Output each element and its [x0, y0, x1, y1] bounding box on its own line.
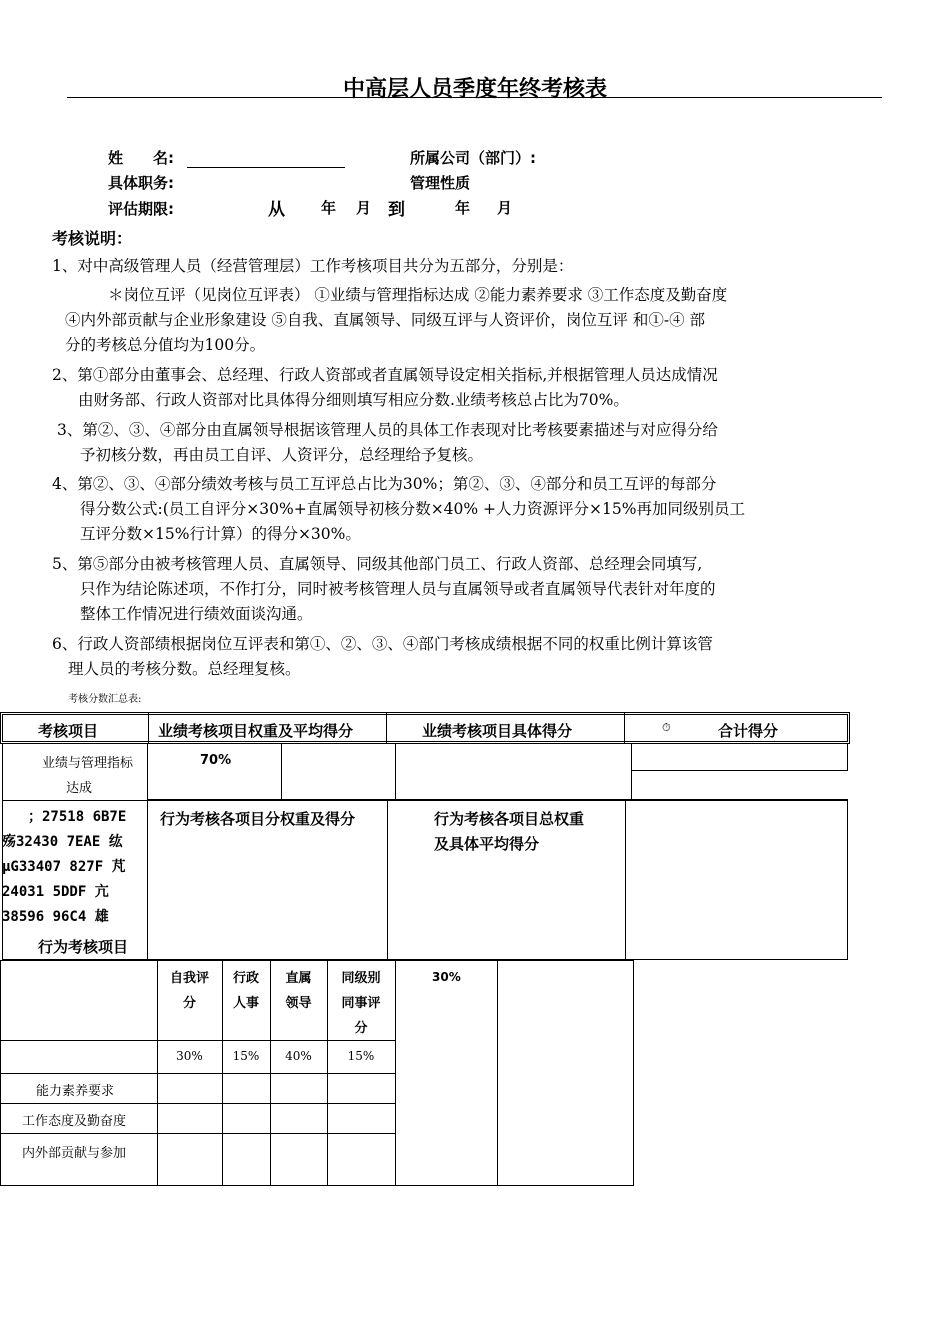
clock-icon: ⏱: [662, 721, 671, 734]
header-divider: [386, 712, 387, 744]
col-admin-line-2: 人事: [232, 996, 259, 1011]
col-self-score: [157, 966, 222, 1016]
col-leader-line-1: 直属: [285, 971, 312, 986]
row-contribution: 内外部贡献与参加: [22, 1146, 127, 1161]
performance-detail-cell[interactable]: [396, 744, 632, 800]
instruction-4-line-1: 4、第②、③、④部分绩效考核与员工互评总占比为30%；第②、③、④部分和员工互评的每部分: [52, 475, 717, 493]
header-divider: [624, 712, 625, 744]
col-admin-hr: [222, 966, 270, 1016]
col-peer: [327, 966, 395, 1041]
page-title: 中高层人员季度年终考核表: [342, 77, 607, 102]
performance-total-cell-2[interactable]: [632, 771, 848, 800]
grid-hline: [0, 1073, 395, 1074]
instructions-heading: 考核说明：: [52, 229, 133, 248]
instruction-1-line-1: ＊岗位互评（见岗位互评表） ①业绩与管理指标达成 ②能力素养要求 ③工作态度及勤奋度: [108, 286, 728, 304]
pct-leader: 40%: [285, 1049, 312, 1063]
behavior-sum-cell[interactable]: [626, 800, 848, 960]
instruction-3-line-1: 3、第②、③、④部分由直属领导根据该管理人员的具体工作表现对比考核要素描述与对应得分给: [57, 421, 718, 439]
row-ability: 能力素养要求: [36, 1084, 115, 1099]
col-peer-line-2: 同事评: [341, 996, 381, 1011]
pct-admin: 15%: [232, 1049, 260, 1063]
header-item: 考核项目: [38, 722, 99, 740]
instruction-5-line-1: 5、第⑤部分由被考核管理人员、直属领导、同级其他部门员工、行政人资部、总经理会同填写,: [52, 555, 703, 573]
instruction-4-line-3: 互评分数×15%行计算）的得分×30%。: [80, 525, 361, 543]
grid-vline: [395, 960, 396, 1186]
garbled-text-2: 殇32430 7EAE 纮: [2, 834, 123, 850]
behavior-item-label: 行为考核项目: [38, 938, 129, 956]
col-leader-line-2: 领导: [285, 996, 312, 1011]
performance-item-line-1: 业绩与管理指标: [42, 756, 134, 771]
performance-weight: 70%: [200, 753, 232, 768]
behavior-weight-label: 行为考核各项目分权重及得分: [160, 810, 356, 828]
performance-avg-cell[interactable]: [282, 744, 396, 800]
title-divider: [67, 97, 882, 98]
period-year-1: 年: [321, 199, 337, 217]
col-admin-line-1: 行政: [232, 971, 259, 986]
instruction-5-line-3: 整体工作情况进行绩效面谈沟通。: [80, 605, 313, 623]
instruction-5-line-2: 只作为结论陈述项，不作打分，同时被考核管理人员与直属领导或者直属领导代表针对年度的: [80, 580, 716, 598]
grid-vline: [497, 960, 498, 1186]
instruction-6-line-2: 理人员的考核分数。总经理复核。: [68, 660, 301, 678]
period-year-2: 年: [455, 199, 471, 217]
position-label: 具体职务:: [108, 174, 174, 192]
garbled-text-4: 24031 5DDF 亢: [2, 884, 109, 900]
pct-self: 30%: [176, 1049, 203, 1063]
instruction-2-line-2: 由财务部、行政人资部对比具体得分细则填写相应分数.业绩考核总占比为70%。: [78, 391, 629, 409]
instruction-3-line-2: 予初核分数，再由员工自评、人资评分，总经理给予复核。: [80, 446, 484, 464]
grid-hline: [0, 1103, 395, 1104]
instruction-4-line-2: 得分数公式:(员工自评分×30%+直属领导初核分数×40% +人力资源评分×15%再加同级别员工: [80, 500, 745, 518]
instruction-1: 1、对中高级管理人员（经营管理层）工作考核项目共分为五部分，分别是：: [52, 257, 574, 275]
garbled-text-1: ；27518 6B7E: [28, 809, 127, 825]
garbled-text-5: 38596 96C4 雄: [2, 909, 109, 925]
row-attitude: 工作态度及勤奋度: [22, 1114, 127, 1129]
col-self-line-1: 自我评: [169, 971, 209, 986]
header-total: 合计得分: [718, 722, 779, 740]
mgmt-type-label: 管理性质: [410, 174, 471, 192]
garbled-text-3: µG33407 827F 芃: [2, 859, 126, 875]
period-label: 评估期限:: [108, 200, 174, 218]
header-divider: [148, 712, 149, 744]
summary-label: 考核分数汇总表:: [68, 694, 142, 705]
instruction-6-line-1: 6、行政人资部绩根据岗位互评表和第①、②、③、④部门考核成绩根据不同的权重比例计算该管: [52, 635, 713, 653]
pct-peer: 15%: [347, 1049, 375, 1063]
col-leader: [270, 966, 327, 1016]
instruction-1-line-2: ④内外部贡献与企业形象建设 ⑤自我、直属领导、同级互评与人资评价，岗位互评 和①-④ 部: [65, 311, 706, 329]
performance-total-cell[interactable]: [632, 744, 848, 771]
behavior-total-line-2: 及具体平均得分: [434, 835, 540, 853]
period-month-2: 月: [497, 199, 513, 217]
instruction-1-line-3: 分的考核总分值均为100分。: [65, 336, 266, 354]
behavior-weight-value: 30%: [432, 970, 461, 984]
col-peer-line-3: 分: [354, 1021, 368, 1036]
instruction-2-line-1: 2、第①部分由董事会、总经理、行政人资部或者直属领导设定相关指标,并根据管理人员达成情况: [52, 366, 718, 384]
name-field[interactable]: [187, 167, 345, 168]
header-weight: 业绩考核项目权重及平均得分: [158, 722, 354, 740]
grid-hline: [0, 1133, 395, 1134]
company-label: 所属公司（部门）:: [410, 149, 536, 167]
behavior-total-line-1: 行为考核各项目总权重: [434, 810, 585, 828]
header-detail: 业绩考核项目具体得分: [422, 722, 573, 740]
period-from: 从: [268, 200, 285, 220]
period-month-1: 月: [356, 199, 372, 217]
period-to: 到: [388, 200, 405, 220]
performance-item-line-2: 达成: [66, 781, 93, 796]
col-peer-line-1: 同级别: [341, 971, 381, 986]
col-self-line-2: 分: [182, 996, 196, 1011]
name-label: 姓 名:: [108, 149, 174, 167]
